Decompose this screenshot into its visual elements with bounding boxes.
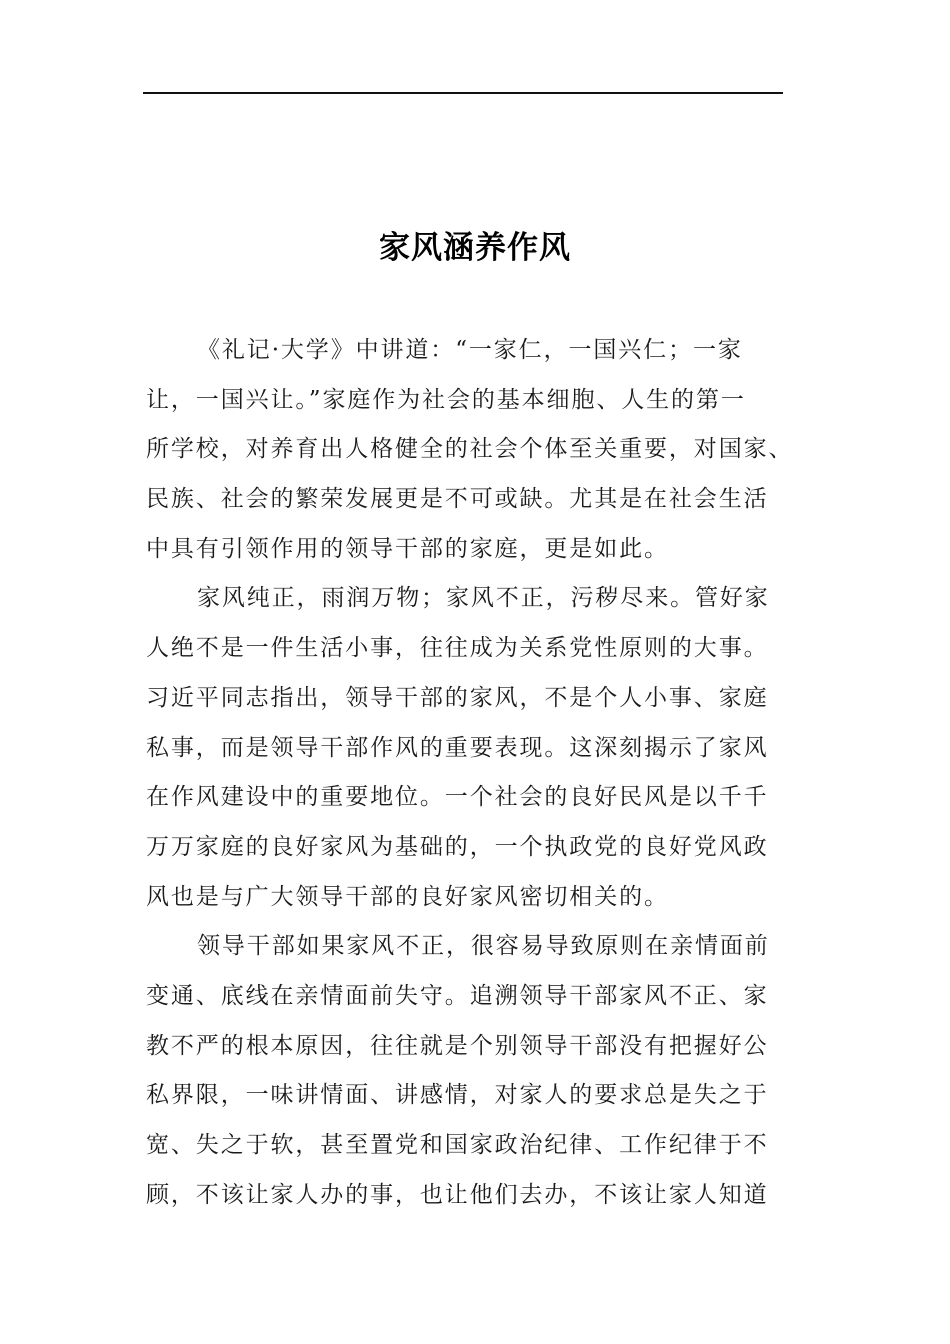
text-line: 宽、失之于软，甚至置党和国家政治纪律、工作纪律于不 xyxy=(146,1132,769,1158)
text-line: 《礼记·大学》中讲道：“一家仁，一国兴仁；一家 xyxy=(197,337,743,363)
text-line: 教不严的根本原因，往往就是个别领导干部没有把握好公 xyxy=(146,1032,769,1059)
text-line: 中具有引领作用的领导干部的家庭，更是如此。 xyxy=(146,535,669,562)
text-line: 风也是与广大领导干部的良好家风密切相关的。 xyxy=(146,883,669,910)
text-line: 变通、底线在亲情面前失守。追溯领导干部家风不正、家 xyxy=(146,982,769,1009)
text-line: 领导干部如果家风不正，很容易导致原则在亲情面前 xyxy=(197,933,770,960)
text-line: 私界限，一味讲情面、讲感情，对家人的要求总是失之于 xyxy=(146,1082,769,1109)
document-body xyxy=(146,326,796,1220)
text-line: 民族、社会的繁荣发展更是不可或缺。尤其是在社会生活 xyxy=(146,486,769,513)
document-title: 家风涵养作风 xyxy=(379,230,571,266)
text-line: 在作风建设中的重要地位。一个社会的良好民风是以千千 xyxy=(146,784,769,811)
text-line: 习近平同志指出，领导干部的家风，不是个人小事、家庭 xyxy=(146,684,769,711)
text-line: 万万家庭的良好家风为基础的，一个执政党的良好党风政 xyxy=(146,833,769,860)
header-rule xyxy=(143,92,783,94)
text-line: 顾，不该让家人办的事，也让他们去办，不该让家人知道 xyxy=(146,1181,769,1208)
text-line: 人绝不是一件生活小事，往往成为关系党性原则的大事。 xyxy=(146,635,769,662)
text-line: 让，一国兴让。”家庭作为社会的基本细胞、人生的第一 xyxy=(146,386,746,413)
text-line: 所学校，对养育出人格健全的社会个体至关重要，对国家、 xyxy=(146,436,794,463)
text-line: 家风纯正，雨润万物；家风不正，污秽尽来。管好家 xyxy=(197,585,770,612)
text-line: 私事，而是领导干部作风的重要表现。这深刻揭示了家风 xyxy=(146,734,769,761)
